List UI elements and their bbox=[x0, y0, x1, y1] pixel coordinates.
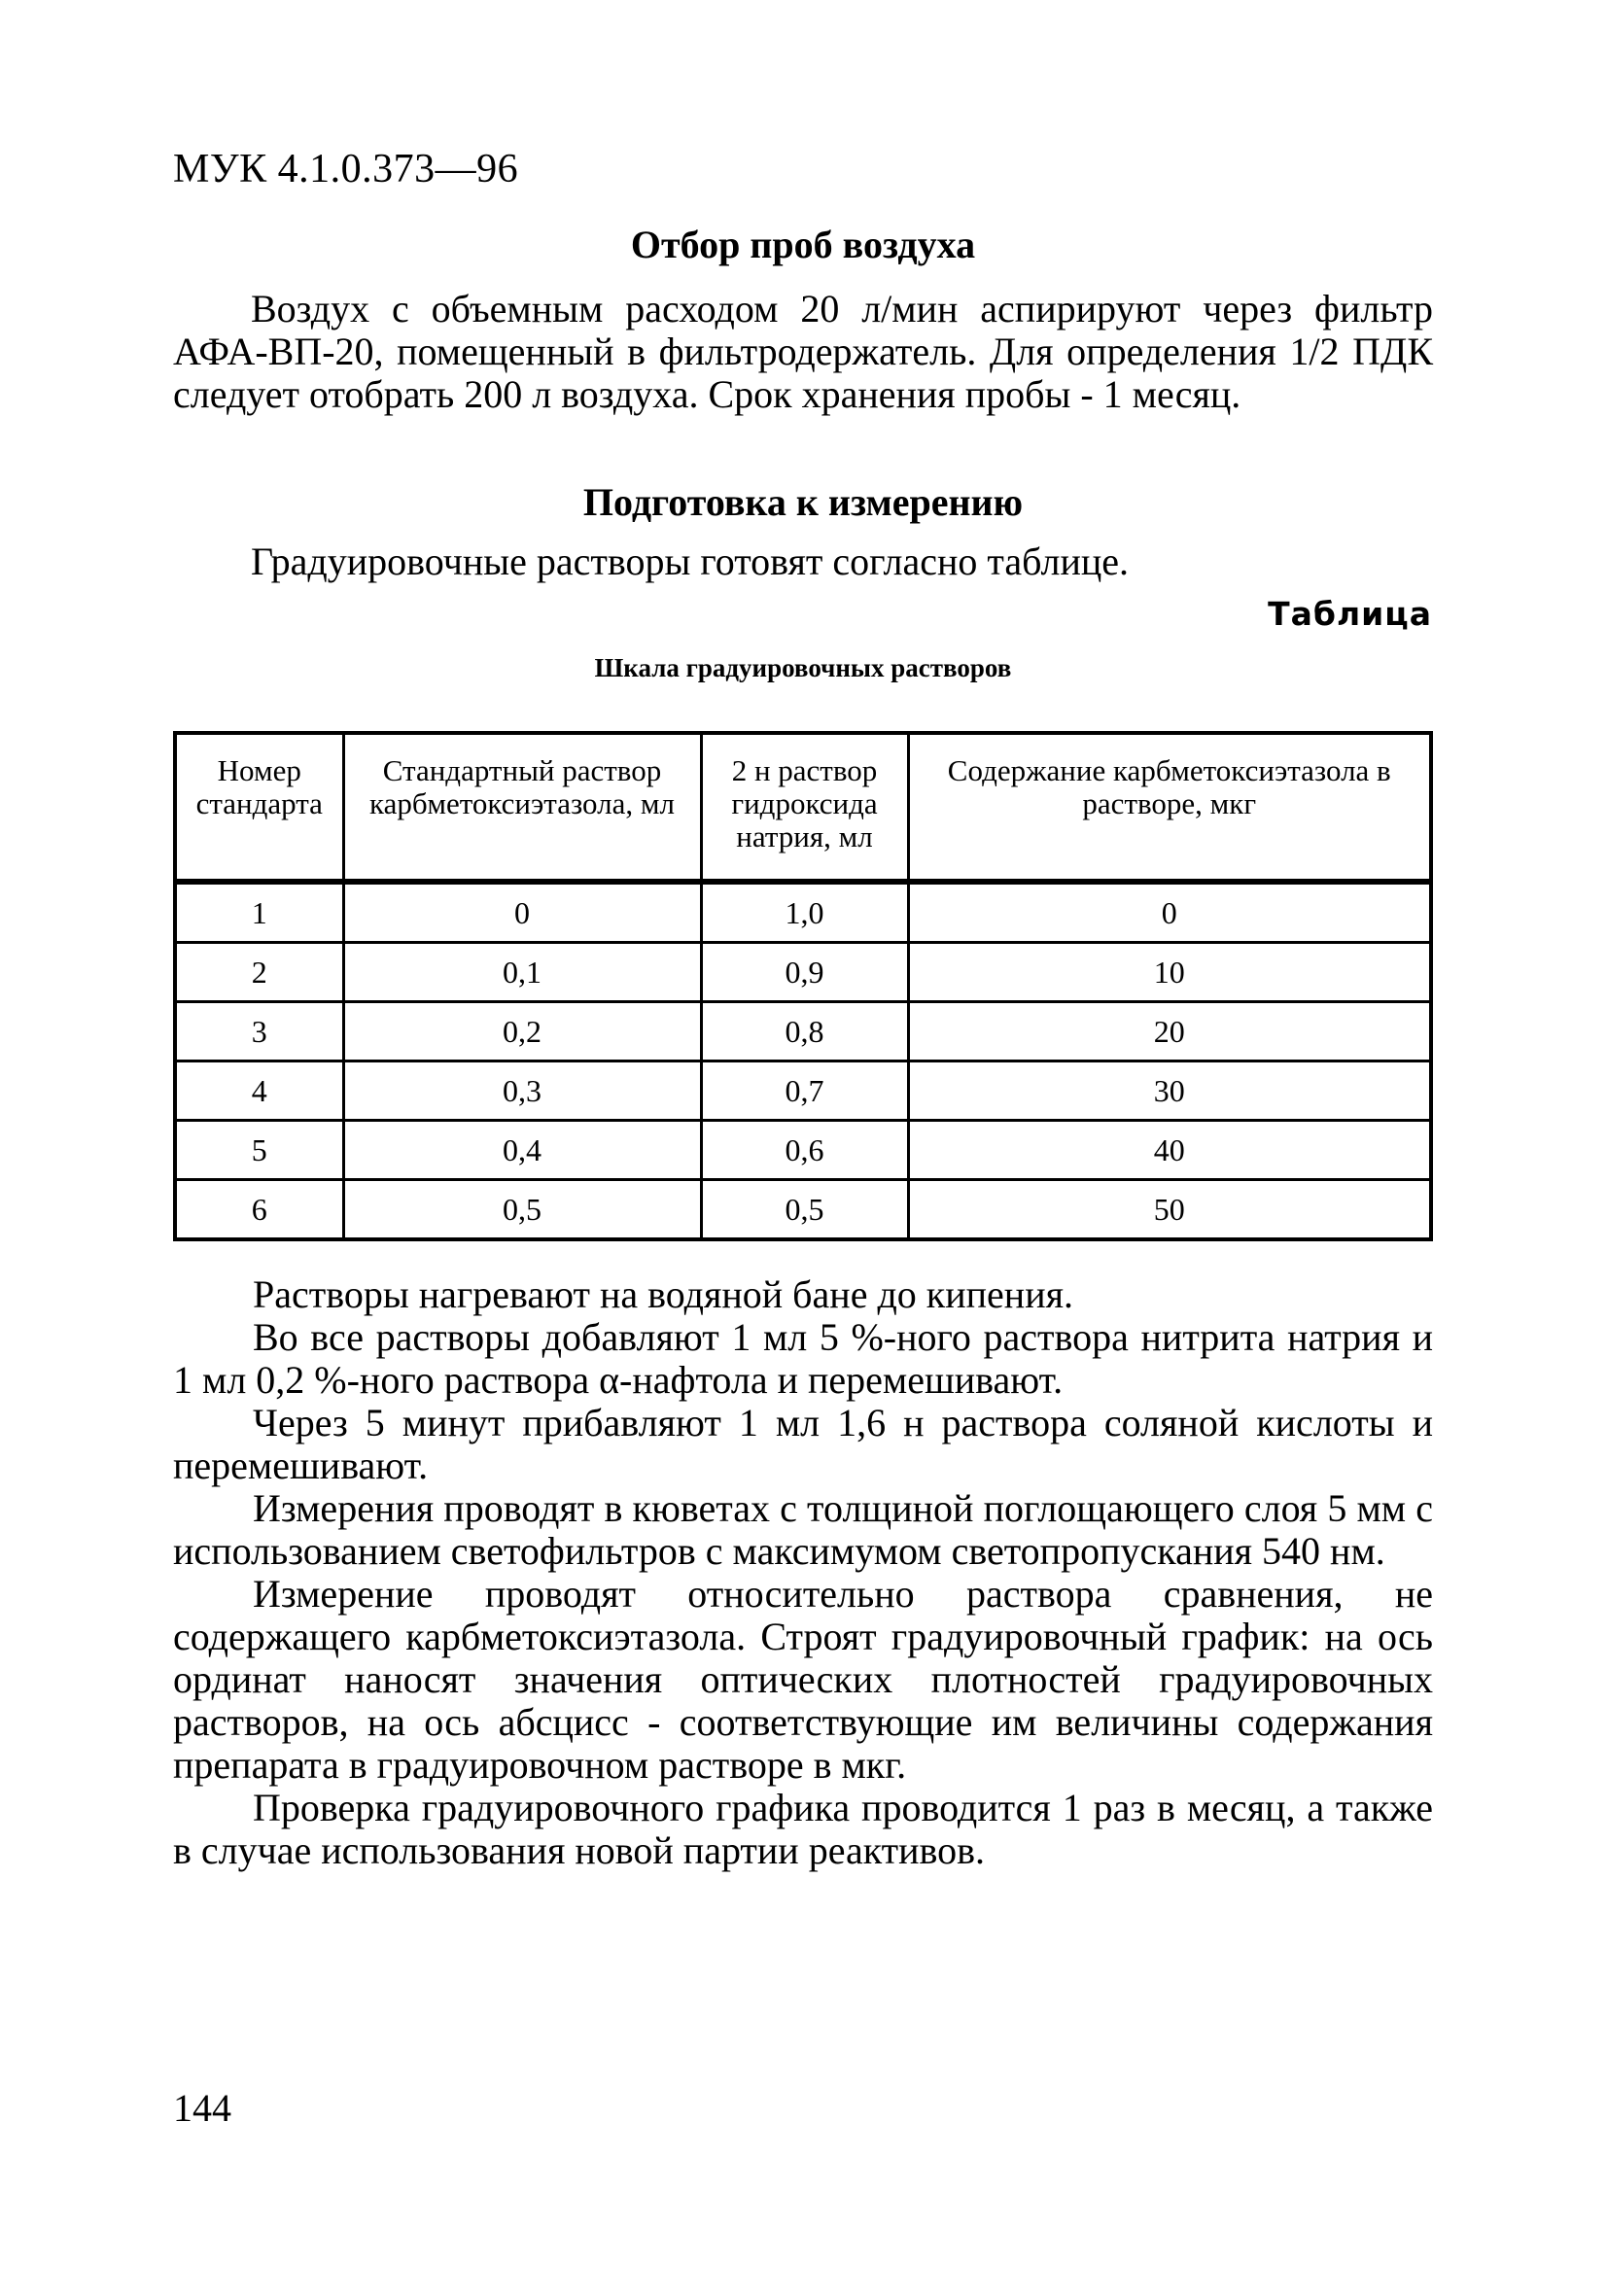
table-row bbox=[175, 1061, 1431, 1121]
column-header-content: Содержание карбметоксиэтазола в растворе, мкг bbox=[908, 733, 1431, 882]
section-heading-measurement-prep: Подготовка к измерению bbox=[582, 480, 1024, 524]
paragraph-air-sampling: Воздух с объемным расходом 20 л/мин аспирируют через фильтр АФА-ВП-20, помещенный в фильтродержатель. Для определения 1/2 ПДК следует отобрать 200 л воздуха. Срок хранения пробы - 1 месяц. bbox=[173, 287, 1433, 416]
table-cell: 0,1 bbox=[343, 943, 701, 1002]
column-header-standard-number: Номер стандарта bbox=[175, 733, 343, 882]
table-cell: 0,9 bbox=[701, 943, 908, 1002]
paragraph-measurement-prep: Градуировочные растворы готовят согласно таблице. bbox=[251, 539, 1130, 583]
paragraph: Через 5 минут прибавляют 1 мл 1,6 н раствора соляной кислоты и перемешивают. bbox=[173, 1401, 1433, 1487]
table-cell: 30 bbox=[908, 1061, 1431, 1121]
table-cell: 0 bbox=[908, 882, 1431, 943]
table-cell: 50 bbox=[908, 1180, 1431, 1240]
page-number: 144 bbox=[173, 2086, 231, 2130]
table-cell: 3 bbox=[175, 1002, 343, 1061]
table-cell: 5 bbox=[175, 1121, 343, 1180]
paragraph: Измерения проводят в кюветах с толщиной поглощающего слоя 5 мм с использованием светофильтров с максимумом светопропускания 540 нм. bbox=[173, 1486, 1433, 1573]
table-header-row bbox=[175, 733, 1431, 882]
table-cell: 4 bbox=[175, 1061, 343, 1121]
paragraph: Растворы нагревают на водяной бане до кипения. bbox=[253, 1272, 1074, 1316]
table-cell: 0,3 bbox=[343, 1061, 701, 1121]
table-cell: 0,2 bbox=[343, 1002, 701, 1061]
table-cell: 2 bbox=[175, 943, 343, 1002]
table-cell: 6 bbox=[175, 1180, 343, 1240]
table-title: Шкала градуировочных растворов bbox=[594, 653, 1012, 682]
column-header-sodium-hydroxide: 2 н раствор гидроксида натрия, мл bbox=[701, 733, 908, 882]
table-cell: 0 bbox=[343, 882, 701, 943]
paragraph: Проверка градуировочного графика проводится 1 раз в месяц, а также в случае использования новой партии реактивов. bbox=[173, 1786, 1433, 1872]
calibration-table bbox=[173, 731, 1433, 1241]
table-row bbox=[175, 1180, 1431, 1240]
table-cell: 10 bbox=[908, 943, 1431, 1002]
table-row bbox=[175, 1002, 1431, 1061]
table-label: Таблица bbox=[1268, 595, 1432, 633]
column-header-standard-solution: Стандартный раствор карбметоксиэтазола, мл bbox=[343, 733, 701, 882]
document-code: МУК 4.1.0.373—96 bbox=[173, 147, 519, 191]
section-heading-air-sampling: Отбор проб воздуха bbox=[630, 223, 976, 266]
table-cell: 0,7 bbox=[701, 1061, 908, 1121]
table-cell: 1 bbox=[175, 882, 343, 943]
table-cell: 0,5 bbox=[343, 1180, 701, 1240]
table-cell: 1,0 bbox=[701, 882, 908, 943]
table-row bbox=[175, 882, 1431, 943]
paragraph: Измерение проводят относительно раствора сравнения, не содержащего карбметоксиэтазола. Строят градуировочный график: на ось ординат наносят значения оптических плотностей градуировочных растворов, на ось абсцисс - соответствующие им величины содержания препарата в градуировочном растворе в мкг. bbox=[173, 1572, 1433, 1787]
table-cell: 0,5 bbox=[701, 1180, 908, 1240]
paragraph: Во все растворы добавляют 1 мл 5 %-ного раствора нитрита натрия и 1 мл 0,2 %-ного раствора α-нафтола и перемешивают. bbox=[173, 1315, 1433, 1402]
table-cell: 20 bbox=[908, 1002, 1431, 1061]
procedure-text bbox=[173, 1273, 1433, 1872]
table-cell: 40 bbox=[908, 1121, 1431, 1180]
table-row bbox=[175, 1121, 1431, 1180]
table-cell: 0,8 bbox=[701, 1002, 908, 1061]
table-row bbox=[175, 943, 1431, 1002]
table-cell: 0,4 bbox=[343, 1121, 701, 1180]
table-cell: 0,6 bbox=[701, 1121, 908, 1180]
